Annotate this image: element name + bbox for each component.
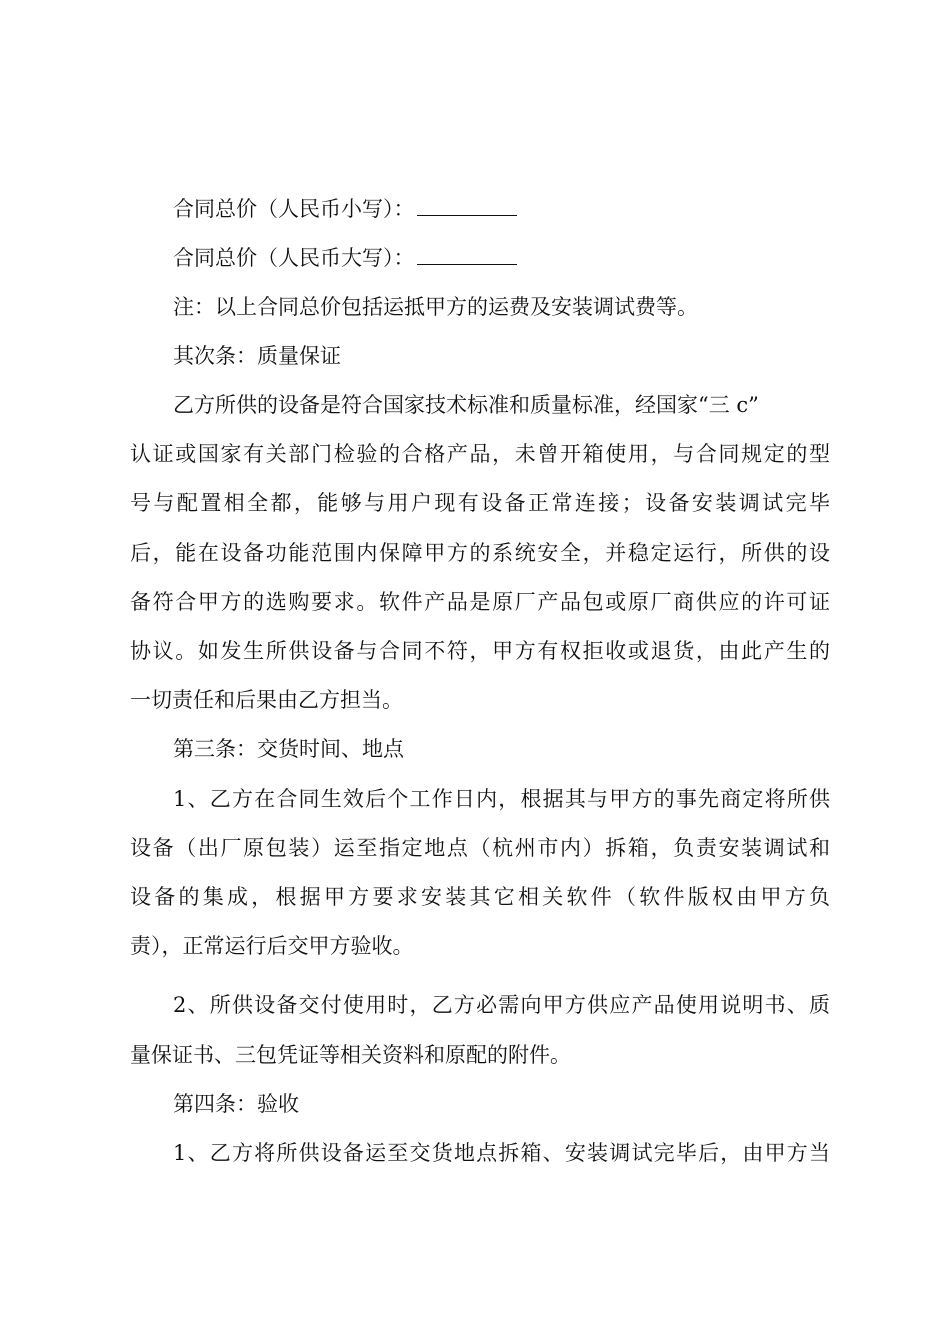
article4-item1-line: 1、乙方将所供设备运至交货地点拆箱、安装调试完毕后，由甲方当	[173, 1141, 830, 1165]
article2-line: 乙方所供的设备是符合国家技术标准和质量标准，经国家“三 c”	[173, 393, 759, 417]
article2-line: 认证或国家有关部门检验的合格产品，未曾开箱使用，与合同规定的型	[130, 442, 830, 466]
article2-line: 号与配置相全都，能够与用户现有设备正常连接；设备安装调试完毕	[130, 491, 830, 515]
article3-item1-line: 1、乙方在合同生效后个工作日内，根据其与甲方的事先商定将所供	[173, 787, 830, 811]
article3-item1-line: 设备（出厂原包装）运至指定地点（杭州市内）拆箱，负责安装调试和	[130, 836, 830, 860]
article3-item2-line: 2、所供设备交付使用时，乙方必需向甲方供应产品使用说明书、质	[173, 993, 830, 1017]
article3-item1-line: 设备的集成，根据甲方要求安装其它相关软件（软件版权由甲方负	[130, 885, 830, 909]
article2-line: 后，能在设备功能范围内保障甲方的系统安全，并稳定运行，所供的设	[130, 541, 830, 565]
price-note: 注：以上合同总价包括运抵甲方的运费及安装调试费等。	[173, 295, 698, 319]
article3-item2-line: 量保证书、三包凭证等相关资料和原配的附件。	[130, 1043, 571, 1067]
price-lowercase-label: 合同总价（人民币小写）：	[173, 197, 415, 221]
article2-line: 一切责任和后果由乙方担当。	[130, 688, 403, 712]
price-uppercase-line	[173, 242, 517, 273]
article4-heading: 第四条：验收	[173, 1092, 299, 1116]
article2-line: 协议。如发生所供设备与合同不符，甲方有权拒收或退货，由此产生的	[130, 639, 830, 663]
price-uppercase-blank	[417, 242, 517, 265]
price-uppercase-label: 合同总价（人民币大写）：	[173, 246, 415, 270]
article3-item1-line: 责），正常运行后交甲方验收。	[130, 934, 414, 958]
article2-heading: 其次条：质量保证	[173, 344, 341, 368]
article3-heading: 第三条：交货时间、地点	[173, 737, 404, 761]
price-lowercase-line	[173, 193, 517, 224]
price-lowercase-blank	[417, 193, 517, 216]
article2-line: 备符合甲方的选购要求。软件产品是原厂产品包或原厂商供应的许可证	[130, 590, 830, 614]
